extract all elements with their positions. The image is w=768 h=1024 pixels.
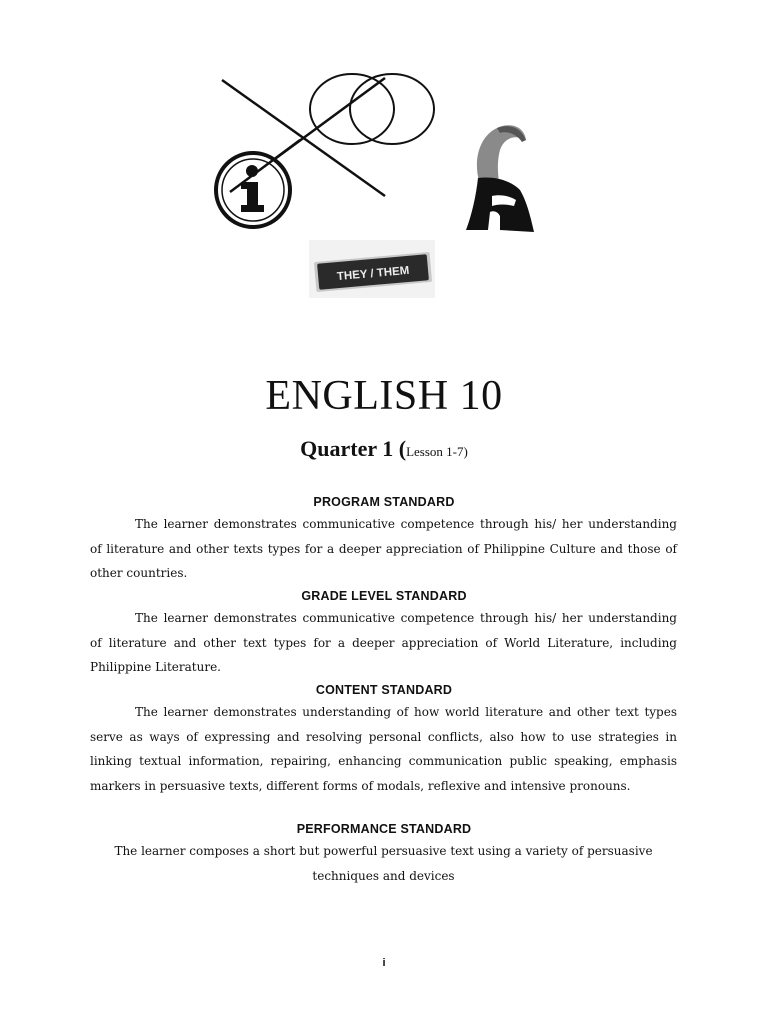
quarter-heading	[0, 436, 768, 462]
program-standard-text: The learner demonstrates communicative competence through his/ her understanding of literature and other texts types for a deeper appreciation of Philippine Culture and those of other countries.	[90, 517, 677, 580]
grade-level-standard-heading: GRADE LEVEL STANDARD	[301, 589, 467, 603]
info-icon	[216, 140, 300, 227]
page-title: ENGLISH 10	[265, 373, 503, 419]
content-standard-heading: CONTENT STANDARD	[315, 683, 453, 697]
venn-circles-icon	[310, 74, 434, 144]
performance-standard-text: The learner composes a short but powerful persuasive text using a variety of persuasive techniques and devices	[114, 844, 653, 883]
cover-graphics	[0, 0, 768, 320]
lesson-range: Lesson 1-7)	[406, 444, 468, 459]
page-number: i	[382, 957, 386, 969]
performance-standard-heading: PERFORMANCE STANDARD	[296, 822, 472, 836]
quarter-label: Quarter 1 (	[300, 436, 407, 461]
content-standard-text: The learner demonstrates understanding of how world literature and other text types serve as ways of expressing and resolving personal conflicts, also how to use strategies in linking textual information, repairing, enhancing communication public speaking, emphasis markers in persuasive texts, different forms of modals, reflexive and intensive pronouns.	[90, 705, 677, 793]
pronoun-badge-text: THEY / THEM	[336, 264, 410, 284]
program-standard-heading: PROGRAM STANDARD	[313, 495, 455, 509]
spartan-helmet-icon	[466, 125, 534, 232]
grade-level-standard-text: The learner demonstrates communicative competence through his/ her understanding of literature and other text types for a deeper appreciation of World Literature, including Philippine Literature.	[90, 611, 677, 674]
pronoun-badge-icon	[309, 240, 435, 298]
